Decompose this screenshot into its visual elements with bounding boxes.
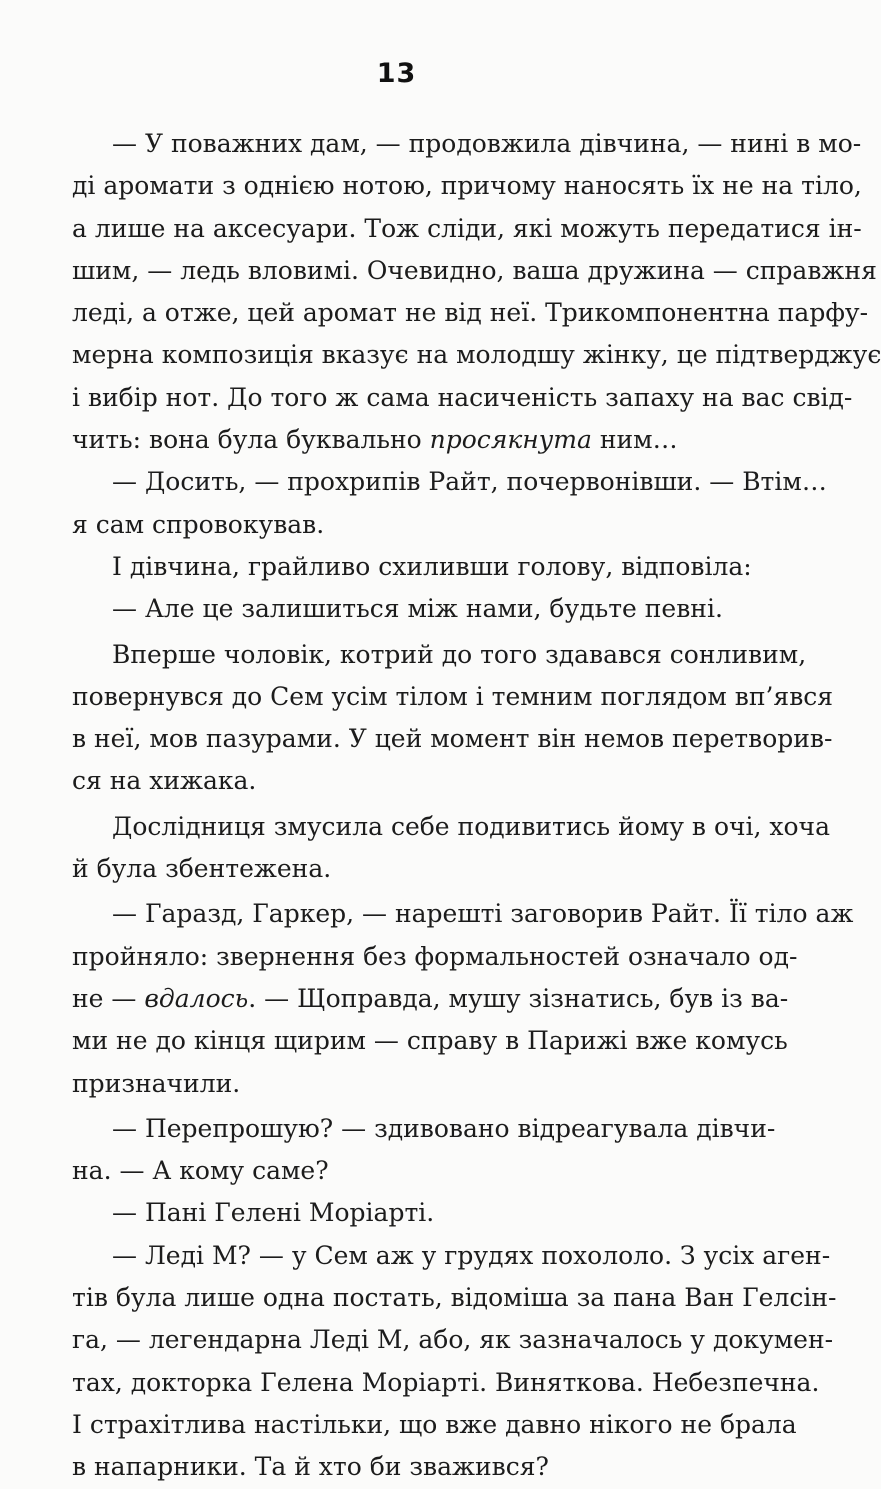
text-run: я сам спровокував.	[72, 509, 325, 539]
text-line	[72, 1108, 776, 1150]
text-line	[72, 806, 830, 848]
text-run: — Але це залишиться між нами, будьте певні.	[112, 594, 723, 624]
text-run: шим, — ледь вловимі. Очевидно, ваша дружина — справжня	[72, 255, 877, 285]
text-run: в неї, мов пазурами. У цей момент він немов перетворив-	[72, 724, 833, 754]
text-line	[72, 334, 881, 376]
text-line	[72, 504, 712, 546]
text-run: ся на хижака.	[72, 766, 257, 796]
italic-text: просякнута	[429, 425, 592, 455]
text-line	[72, 377, 853, 419]
text-run: леді, а отже, цей аромат не від неї. Трикомпонентна парфу-	[72, 298, 869, 328]
italic-text: вдалось	[144, 983, 249, 1013]
text-line	[72, 546, 752, 588]
text-line	[72, 588, 723, 630]
text-line	[72, 1150, 712, 1192]
text-line	[72, 634, 807, 676]
text-run: — Пані Гелені Моріарті.	[112, 1198, 435, 1228]
text-run: тах, докторка Гелена Моріарті. Виняткова. Небезпечна.	[72, 1367, 820, 1397]
text-run: чить: вона була буквально	[72, 425, 430, 455]
text-run: повернувся до Сем усім тілом і темним поглядом вп’явся	[72, 681, 834, 711]
text-run: — Гаразд, Гаркер, — нарешті заговорив Райт. Її тіло аж	[112, 899, 854, 929]
text-run: — Досить, — прохрипів Райт, почервонівши. — Втім…	[112, 467, 827, 497]
text-line	[72, 1277, 837, 1319]
text-line	[72, 676, 834, 718]
text-run: і вибір нот. До того ж сама насиченість запаху на вас свід-	[72, 382, 853, 412]
text-line	[72, 1362, 820, 1404]
body-text	[72, 123, 881, 1489]
text-line	[72, 123, 862, 165]
text-run: мерна композиція вказує на молодшу жінку, це підтверджує	[72, 340, 881, 370]
text-run: — У поважних дам, — продовжила дівчина, — нині в мо-	[112, 129, 862, 158]
text-line	[72, 250, 877, 292]
text-run: тів була лише одна постать, відоміша за пана Ван Гелсін-	[72, 1283, 837, 1313]
text-line	[72, 1404, 797, 1446]
text-run: — Леді М? — у Сем аж у грудях похололо. З усіх аген-	[112, 1240, 831, 1270]
text-line	[72, 1319, 834, 1361]
text-line	[72, 760, 712, 802]
text-run: пройняло: звернення без формальностей означало од-	[72, 941, 798, 971]
text-line	[72, 165, 862, 207]
text-run: не —	[72, 983, 145, 1013]
text-run: ми не до кінця щирим — справу в Парижі вже комусь	[72, 1026, 788, 1056]
text-run: І дівчина, грайливо схиливши голову, відповіла:	[112, 551, 752, 581]
text-line	[72, 1446, 712, 1488]
page-number: 13	[376, 58, 417, 89]
text-line	[72, 978, 789, 1020]
text-run: на. — А кому саме?	[72, 1156, 329, 1186]
text-run: й була збентежена.	[72, 854, 332, 884]
text-line	[72, 718, 833, 760]
text-line	[72, 848, 712, 890]
text-run: ним…	[591, 425, 678, 455]
text-run: Дослідниця змусила себе подивитись йому в очі, хоча	[112, 811, 830, 841]
text-line	[72, 461, 827, 503]
text-run: призначили.	[72, 1068, 241, 1098]
text-run: . — Щоправда, мушу зізнатись, був із ва-	[248, 983, 789, 1013]
text-run: — Перепрошую? — здивовано відреагувала дівчи-	[112, 1113, 776, 1143]
text-run: га, — легендарна Леді М, або, як зазначалось у докумен-	[72, 1325, 834, 1355]
text-line	[72, 292, 869, 334]
text-run: в напарники. Та й хто би зважився?	[72, 1452, 549, 1482]
text-line	[72, 893, 854, 935]
text-line	[72, 1235, 831, 1277]
text-run: Вперше чоловік, котрий до того здавався сонливим,	[112, 639, 807, 669]
text-line	[72, 208, 862, 250]
text-line	[72, 1192, 712, 1234]
text-line	[72, 1063, 712, 1105]
text-line	[72, 419, 712, 461]
text-run: а лише на аксесуари. Тож сліди, які можуть передатися ін-	[72, 213, 862, 243]
text-run: ді аромати з однією нотою, причому наносять їх не на тіло,	[72, 171, 862, 201]
text-line	[72, 1020, 788, 1062]
text-run: І страхітлива настільки, що вже давно нікого не брала	[72, 1409, 797, 1439]
text-line	[72, 936, 798, 978]
